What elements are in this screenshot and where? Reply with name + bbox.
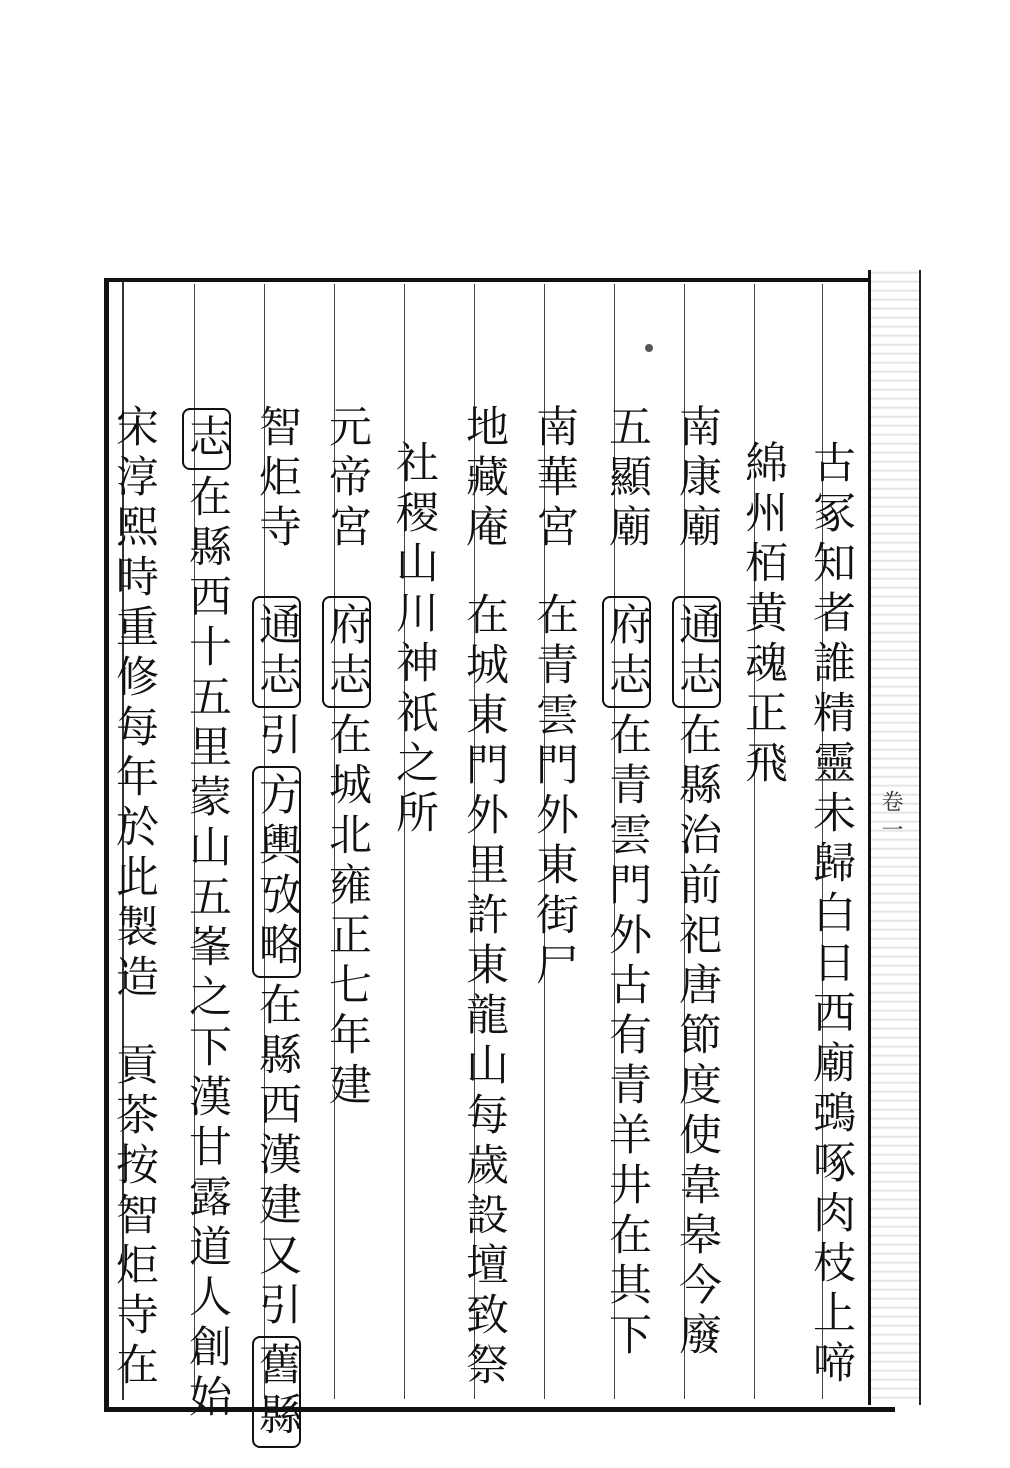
text-column xyxy=(602,404,651,1362)
text-run: 南康廟 xyxy=(672,404,722,554)
source-citation: 府志 xyxy=(602,596,651,708)
book-margin xyxy=(868,270,921,1405)
text-run: 在青雲門外古有青羊井在其下 xyxy=(602,712,652,1362)
text-column xyxy=(672,404,721,1362)
text-run: 五顯廟 xyxy=(602,404,652,554)
text-column xyxy=(182,404,231,1424)
source-citation: 舊縣 xyxy=(252,1336,301,1448)
ink-dot xyxy=(645,344,653,352)
text-run: 社稷山川神祇之所 xyxy=(389,440,439,840)
text-column xyxy=(806,440,856,1390)
text-run: 貢茶按智炬寺在 xyxy=(109,1042,159,1392)
text-column xyxy=(738,440,788,790)
text-run: 地藏庵 xyxy=(459,404,509,554)
margin-chapter-label: 卷一 xyxy=(878,790,903,846)
text-run: 南華宮 xyxy=(529,404,579,554)
text-run: 在縣治前祀唐節度使韋皋今廢 xyxy=(672,712,722,1362)
source-citation: 府志 xyxy=(322,596,371,708)
text-run: 在縣西漢建又引 xyxy=(252,982,302,1332)
text-run: 在縣西十五里蒙山五峯之下漢甘露道人創始 xyxy=(182,474,232,1424)
text-column xyxy=(389,440,439,840)
source-citation: 通志 xyxy=(672,596,721,708)
source-citation: 志 xyxy=(182,408,231,470)
text-run: 在城東門外里許東龍山每歲設壇致祭 xyxy=(459,592,509,1392)
text-run: 宋淳熙時重修每年於此製造 xyxy=(109,404,159,1004)
source-citation: 通志 xyxy=(252,596,301,708)
text-run: 智炬寺 xyxy=(252,404,302,554)
text-column xyxy=(322,404,371,1112)
text-column xyxy=(529,404,579,992)
text-run: 在青雲門外東街尸 xyxy=(529,592,579,992)
text-run: 綿州栢黄魂正飛 xyxy=(738,440,788,790)
text-column xyxy=(252,404,301,1452)
text-run: 引 xyxy=(252,712,302,762)
source-citation: 方輿攷略 xyxy=(252,766,301,978)
text-column xyxy=(109,404,159,1392)
text-run: 元帝宮 xyxy=(322,404,372,554)
text-run: 古冢知者誰精靈未歸白日西廟鵶啄肉枝上啼 xyxy=(806,440,856,1390)
text-run: 在城北雍正七年建 xyxy=(322,712,372,1112)
text-column xyxy=(459,404,509,1392)
